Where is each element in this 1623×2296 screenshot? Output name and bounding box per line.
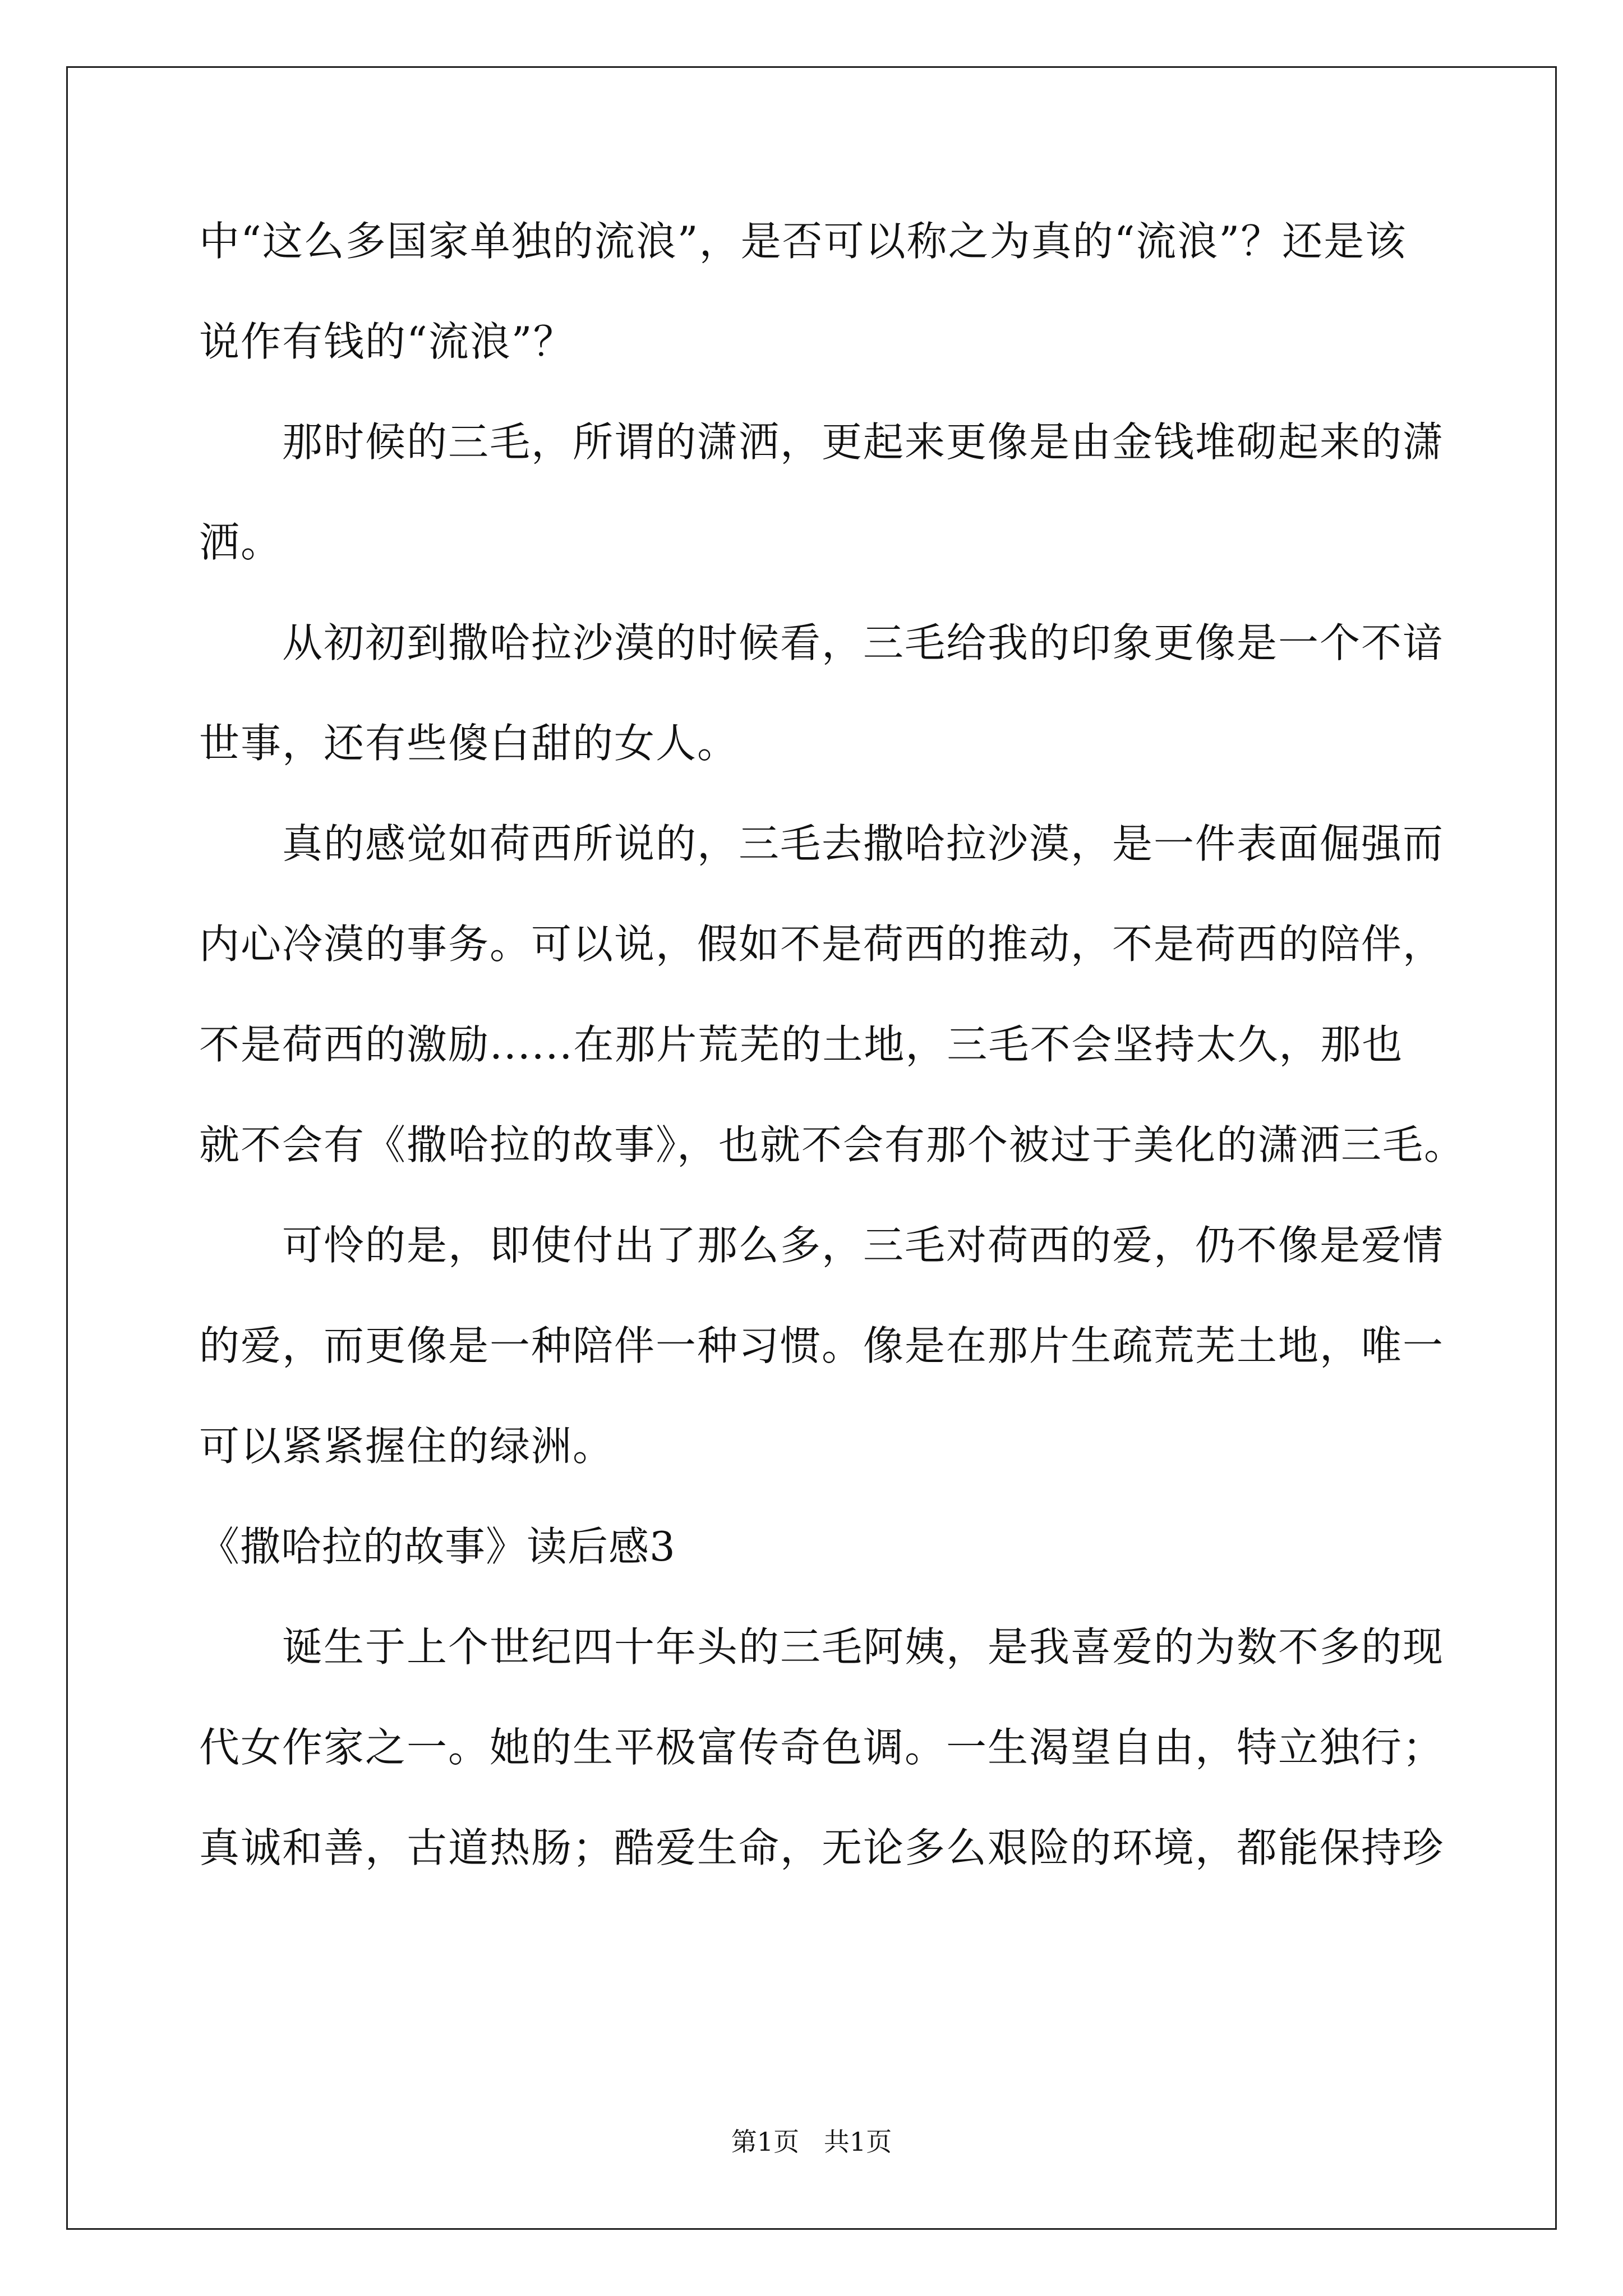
- section-heading: 《撒哈拉的故事》读后感3: [199, 1523, 676, 1570]
- text-line: 不是荷西的激励......在那片荒芜的土地，三毛不会坚持太久，那也: [199, 1021, 1404, 1068]
- paragraph-start-line: 那时候的三毛，所谓的潇洒，更起来更像是由金钱堆砌起来的潇: [282, 418, 1445, 466]
- paragraph-start-line: 真的感觉如荷西所说的，三毛去撒哈拉沙漠，是一件表面倔强而: [282, 820, 1445, 867]
- text-line: 代女作家之一。她的生平极富传奇色调。一生渴望自由，特立独行；: [199, 1724, 1445, 1771]
- text-line: 说作有钱的“流浪”？: [199, 318, 575, 365]
- text-line: 可以紧紧握住的绿洲。: [199, 1423, 615, 1470]
- paragraph-start-line: 诞生于上个世纪四十年头的三毛阿姨，是我喜爱的为数不多的现: [282, 1623, 1445, 1671]
- text-line: 内心冷漠的事务。可以说，假如不是荷西的推动，不是荷西的陪伴，: [199, 921, 1445, 968]
- paragraph-start-line: 可怜的是，即使付出了那么多，三毛对荷西的爱，仍不像是爱情: [282, 1222, 1445, 1269]
- text-line: 就不会有《撒哈拉的故事》，也就不会有那个被过于美化的潇洒三毛。: [199, 1121, 1466, 1168]
- text-line: 中“这么多国家单独的流浪”，是否可以称之为真的“流浪”？还是该: [199, 218, 1407, 265]
- text-line: 真诚和善，古道热肠；酷爱生命，无论多么艰险的环境，都能保持珍: [199, 1824, 1445, 1871]
- text-line: 洒。: [199, 519, 283, 566]
- page-footer: 第1页 共1页: [731, 2127, 892, 2157]
- paragraph-start-line: 从初初到撒哈拉沙漠的时候看，三毛给我的印象更像是一个不谙: [282, 619, 1445, 666]
- text-line: 世事，还有些傻白甜的女人。: [199, 720, 739, 767]
- text-line: 的爱，而更像是一种陪伴一种习惯。像是在那片生疏荒芜土地，唯一: [199, 1322, 1445, 1369]
